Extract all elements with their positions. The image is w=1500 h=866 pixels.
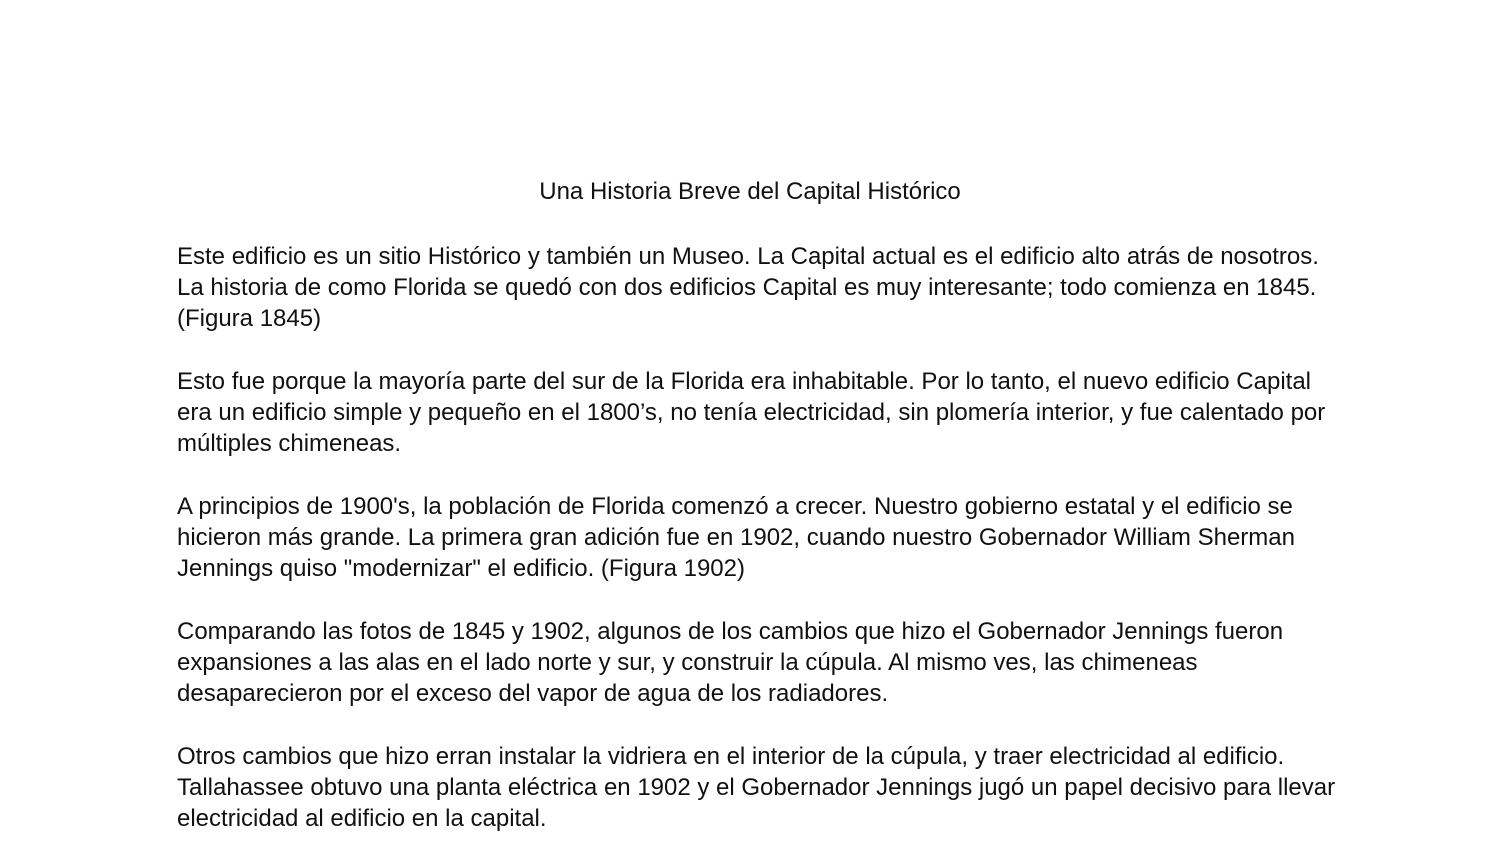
paragraph-4: Comparando las fotos de 1845 y 1902, algunos de los cambios que hizo el Gobernador Jennings fueron expansiones a las alas en el lado norte y sur, y construir la cúpula. Al mismo ves, las chimeneas desaparecieron por el exceso del vapor de agua de los radiadores. bbox=[177, 618, 1284, 707]
document-title: Una Historia Breve del Capital Histórico bbox=[539, 178, 961, 205]
paragraph-1: Este edificio es un sitio Histórico y también un Museo. La Capital actual es el edificio alto atrás de nosotros. La historia de como Florida se quedó con dos edificios Capital es muy interesante; todo comienza en 1845. (Figura 1845) bbox=[177, 243, 1319, 332]
paragraph-3: A principios de 1900's, la población de Florida comenzó a crecer. Nuestro gobierno estatal y el edificio se hicieron más grande. La primera gran adición fue en 1902, cuando nuestro Gobernador William Sherman Jennings quiso "modernizar" el edificio. (Figura 1902) bbox=[177, 493, 1295, 582]
paragraph-2: Esto fue porque la mayoría parte del sur de la Florida era inhabitable. Por lo tanto, el nuevo edificio Capital era un edificio simple y pequeño en el 1800’s, no tenía electricidad, sin plomería interior, y fue calentado por múltiples chimeneas. bbox=[177, 368, 1326, 457]
paragraph-5: Otros cambios que hizo erran instalar la vidriera en el interior de la cúpula, y traer electricidad al edificio. Tallahassee obtuvo una planta eléctrica en 1902 y el Gobernador Jennings jugó un papel decisivo para llevar electricidad al edificio en la capital. bbox=[177, 743, 1336, 832]
document-body bbox=[177, 241, 1337, 866]
